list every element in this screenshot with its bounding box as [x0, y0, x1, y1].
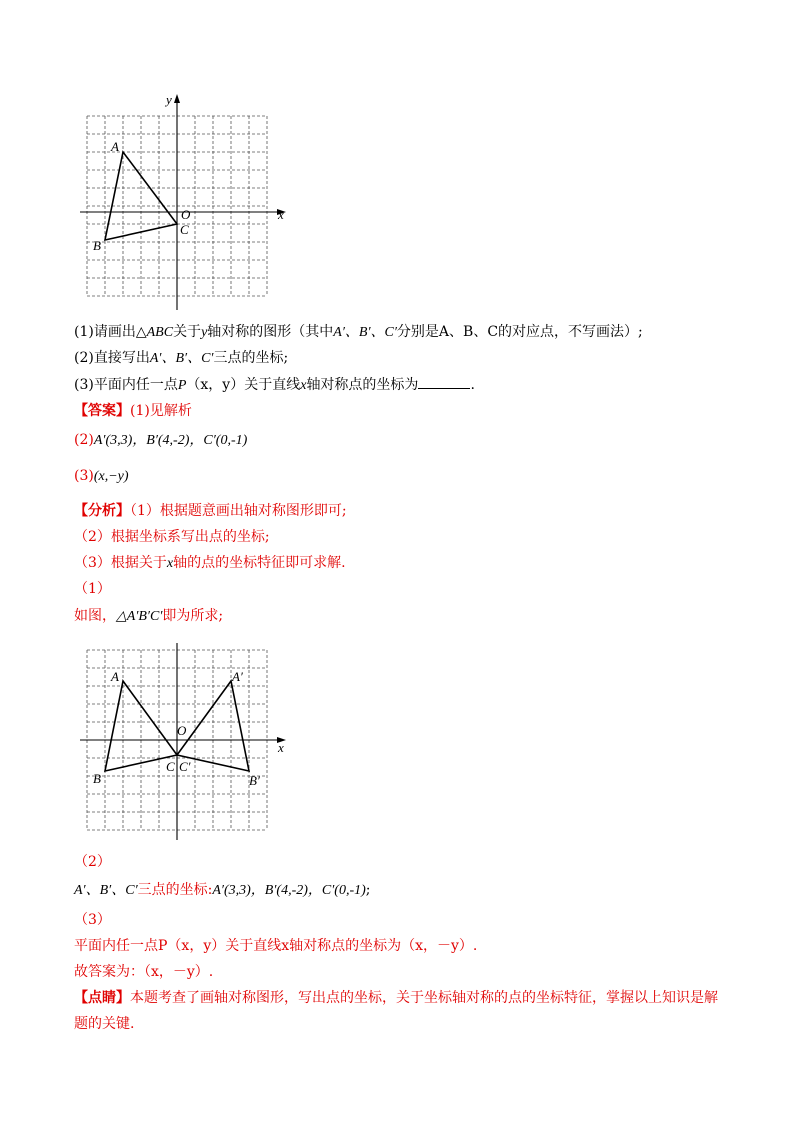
analysis-part1: （1）	[74, 581, 111, 597]
point-label-a: A	[111, 139, 119, 154]
point-label-b-prime: B′	[249, 773, 260, 788]
analysis-figure-caption: 如图，△A′B′C′即为所求;	[74, 608, 224, 624]
question-3: (3)平面内任一点P（x，y）关于直线x轴对称点的坐标为 .	[74, 374, 475, 396]
comment-1: 【点睛】本题考查了画轴对称图形，写出点的坐标，关于坐标轴对称的点的坐标特征，掌握以上知识是解	[74, 990, 718, 1006]
analysis-3: （3）根据关于x轴的点的坐标特征即可求解.	[74, 555, 346, 571]
x-axis-label: x	[278, 740, 284, 755]
point-label-b: B	[93, 238, 101, 253]
point-label-c: C	[180, 222, 189, 237]
point-label-b: B	[93, 771, 101, 786]
figure-2-grid	[80, 643, 300, 843]
comment-2: 题的关键.	[74, 1016, 135, 1032]
point-label-c-prime: C′	[179, 759, 191, 774]
answer-2: (2)A′(3,3)，B′(4,-2)，C′(0,-1)	[74, 432, 248, 448]
axes	[80, 98, 282, 310]
solution-part2-num: （2）	[74, 854, 111, 870]
analysis-2: （2）根据坐标系写出点的坐标;	[74, 529, 270, 545]
y-axis-arrow	[174, 94, 180, 103]
answer-1: 【答案】(1)见解析	[74, 403, 192, 419]
answer-3: (3)(x,−y)	[74, 468, 129, 484]
question-1: (1)请画出△ABC关于y轴对称的图形（其中A′、B′、C′分别是A、B、C的对应点，不写画法）;	[74, 324, 643, 340]
solution-part3-num: （3）	[74, 912, 111, 928]
solution-part2: A′、B′、C′三点的坐标:A′(3,3)，B′(4,-2)，C′(0,-1);	[74, 882, 371, 898]
question-2: (2)直接写出A′、B′、C′三点的坐标;	[74, 350, 289, 366]
point-label-c: C	[166, 759, 175, 774]
x-axis-label: x	[278, 207, 284, 222]
origin-label: O	[181, 207, 191, 222]
point-label-a: A	[111, 669, 119, 684]
analysis-1: 【分析】（1）根据题意画出轴对称图形即可;	[74, 503, 347, 519]
solution-part3: 平面内任一点P（x，y）关于直线x轴对称点的坐标为（x，－y）.	[74, 938, 478, 954]
origin-label: O	[177, 723, 187, 738]
figure-1-grid	[80, 88, 300, 313]
solution-final-answer: 故答案为：（x，－y）.	[74, 964, 214, 980]
point-label-a-prime: A′	[232, 669, 243, 684]
y-axis-label: y	[166, 92, 172, 107]
answer-blank	[418, 374, 470, 389]
